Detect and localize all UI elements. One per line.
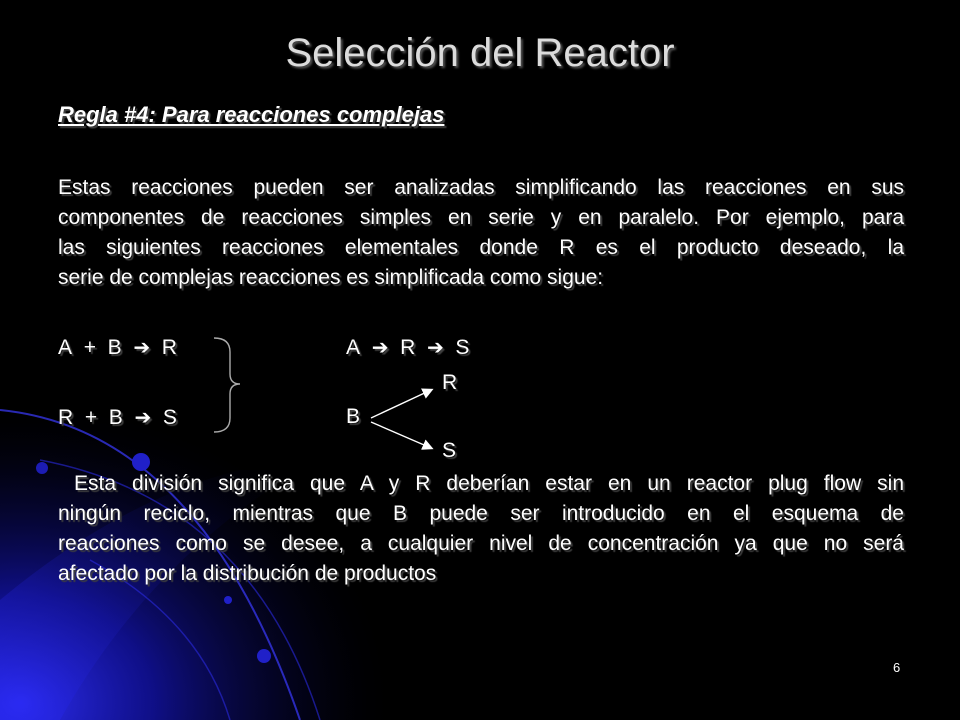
parallel-product-s: S [442, 439, 457, 462]
rule-heading: Regla #4: Para reacciones complejas [58, 102, 445, 127]
series-s: S [455, 336, 470, 359]
decor-dot [257, 649, 271, 663]
intro-line: componentes de reacciones simples en serie y en paralelo. Por ejemplo, para [58, 206, 904, 229]
plus-sign: + [84, 406, 98, 429]
page-number: 6 [893, 660, 901, 675]
decor-dot [224, 596, 232, 604]
conclusion-line: Esta división significa que A y R deberían estar en un reactor plug flow sin [58, 472, 904, 495]
reaction-1 [58, 332, 177, 363]
conclusion-line: ningún reciclo, mientras que B puede ser introducido en el esquema de [58, 502, 904, 525]
reactant-b: B [108, 406, 123, 429]
conclusion-line: afectado por la distribución de productos [58, 562, 437, 585]
decor-dot [36, 462, 48, 474]
reaction-2 [58, 402, 177, 433]
series-scheme [346, 332, 469, 363]
product-r: R [161, 336, 177, 359]
reactant-b: B [107, 336, 122, 359]
intro-line: Estas reacciones pueden ser analizadas simplificando las reacciones en sus [58, 176, 904, 199]
arrow-icon: ➔ [133, 335, 151, 359]
arrow-down-icon [371, 422, 431, 448]
arrow-icon: ➔ [426, 335, 444, 359]
parallel-source-b: B [346, 405, 361, 428]
brace-icon [210, 336, 250, 436]
plus-sign: + [83, 336, 96, 359]
arrow-icon: ➔ [371, 335, 389, 359]
arrow-up-icon [371, 390, 431, 418]
parallel-product-r: R [442, 371, 458, 394]
branch-arrows [365, 384, 445, 454]
reactant-a: A [58, 336, 73, 359]
intro-line: las siguientes reacciones elementales donde R es el producto deseado, la [58, 236, 904, 259]
slide-title: Selección del Reactor [285, 31, 675, 75]
intro-line: serie de complejas reacciones es simplificada como sigue: [58, 266, 604, 289]
product-s: S [162, 406, 177, 429]
intro-paragraph [58, 173, 904, 293]
reactant-r: R [58, 406, 74, 429]
arrow-icon: ➔ [134, 405, 152, 429]
conclusion-paragraph [58, 469, 904, 589]
series-a: A [346, 336, 361, 359]
conclusion-line: reacciones como se desee, a cualquier nivel de concentración ya que no será [58, 532, 904, 555]
series-r: R [400, 336, 416, 359]
